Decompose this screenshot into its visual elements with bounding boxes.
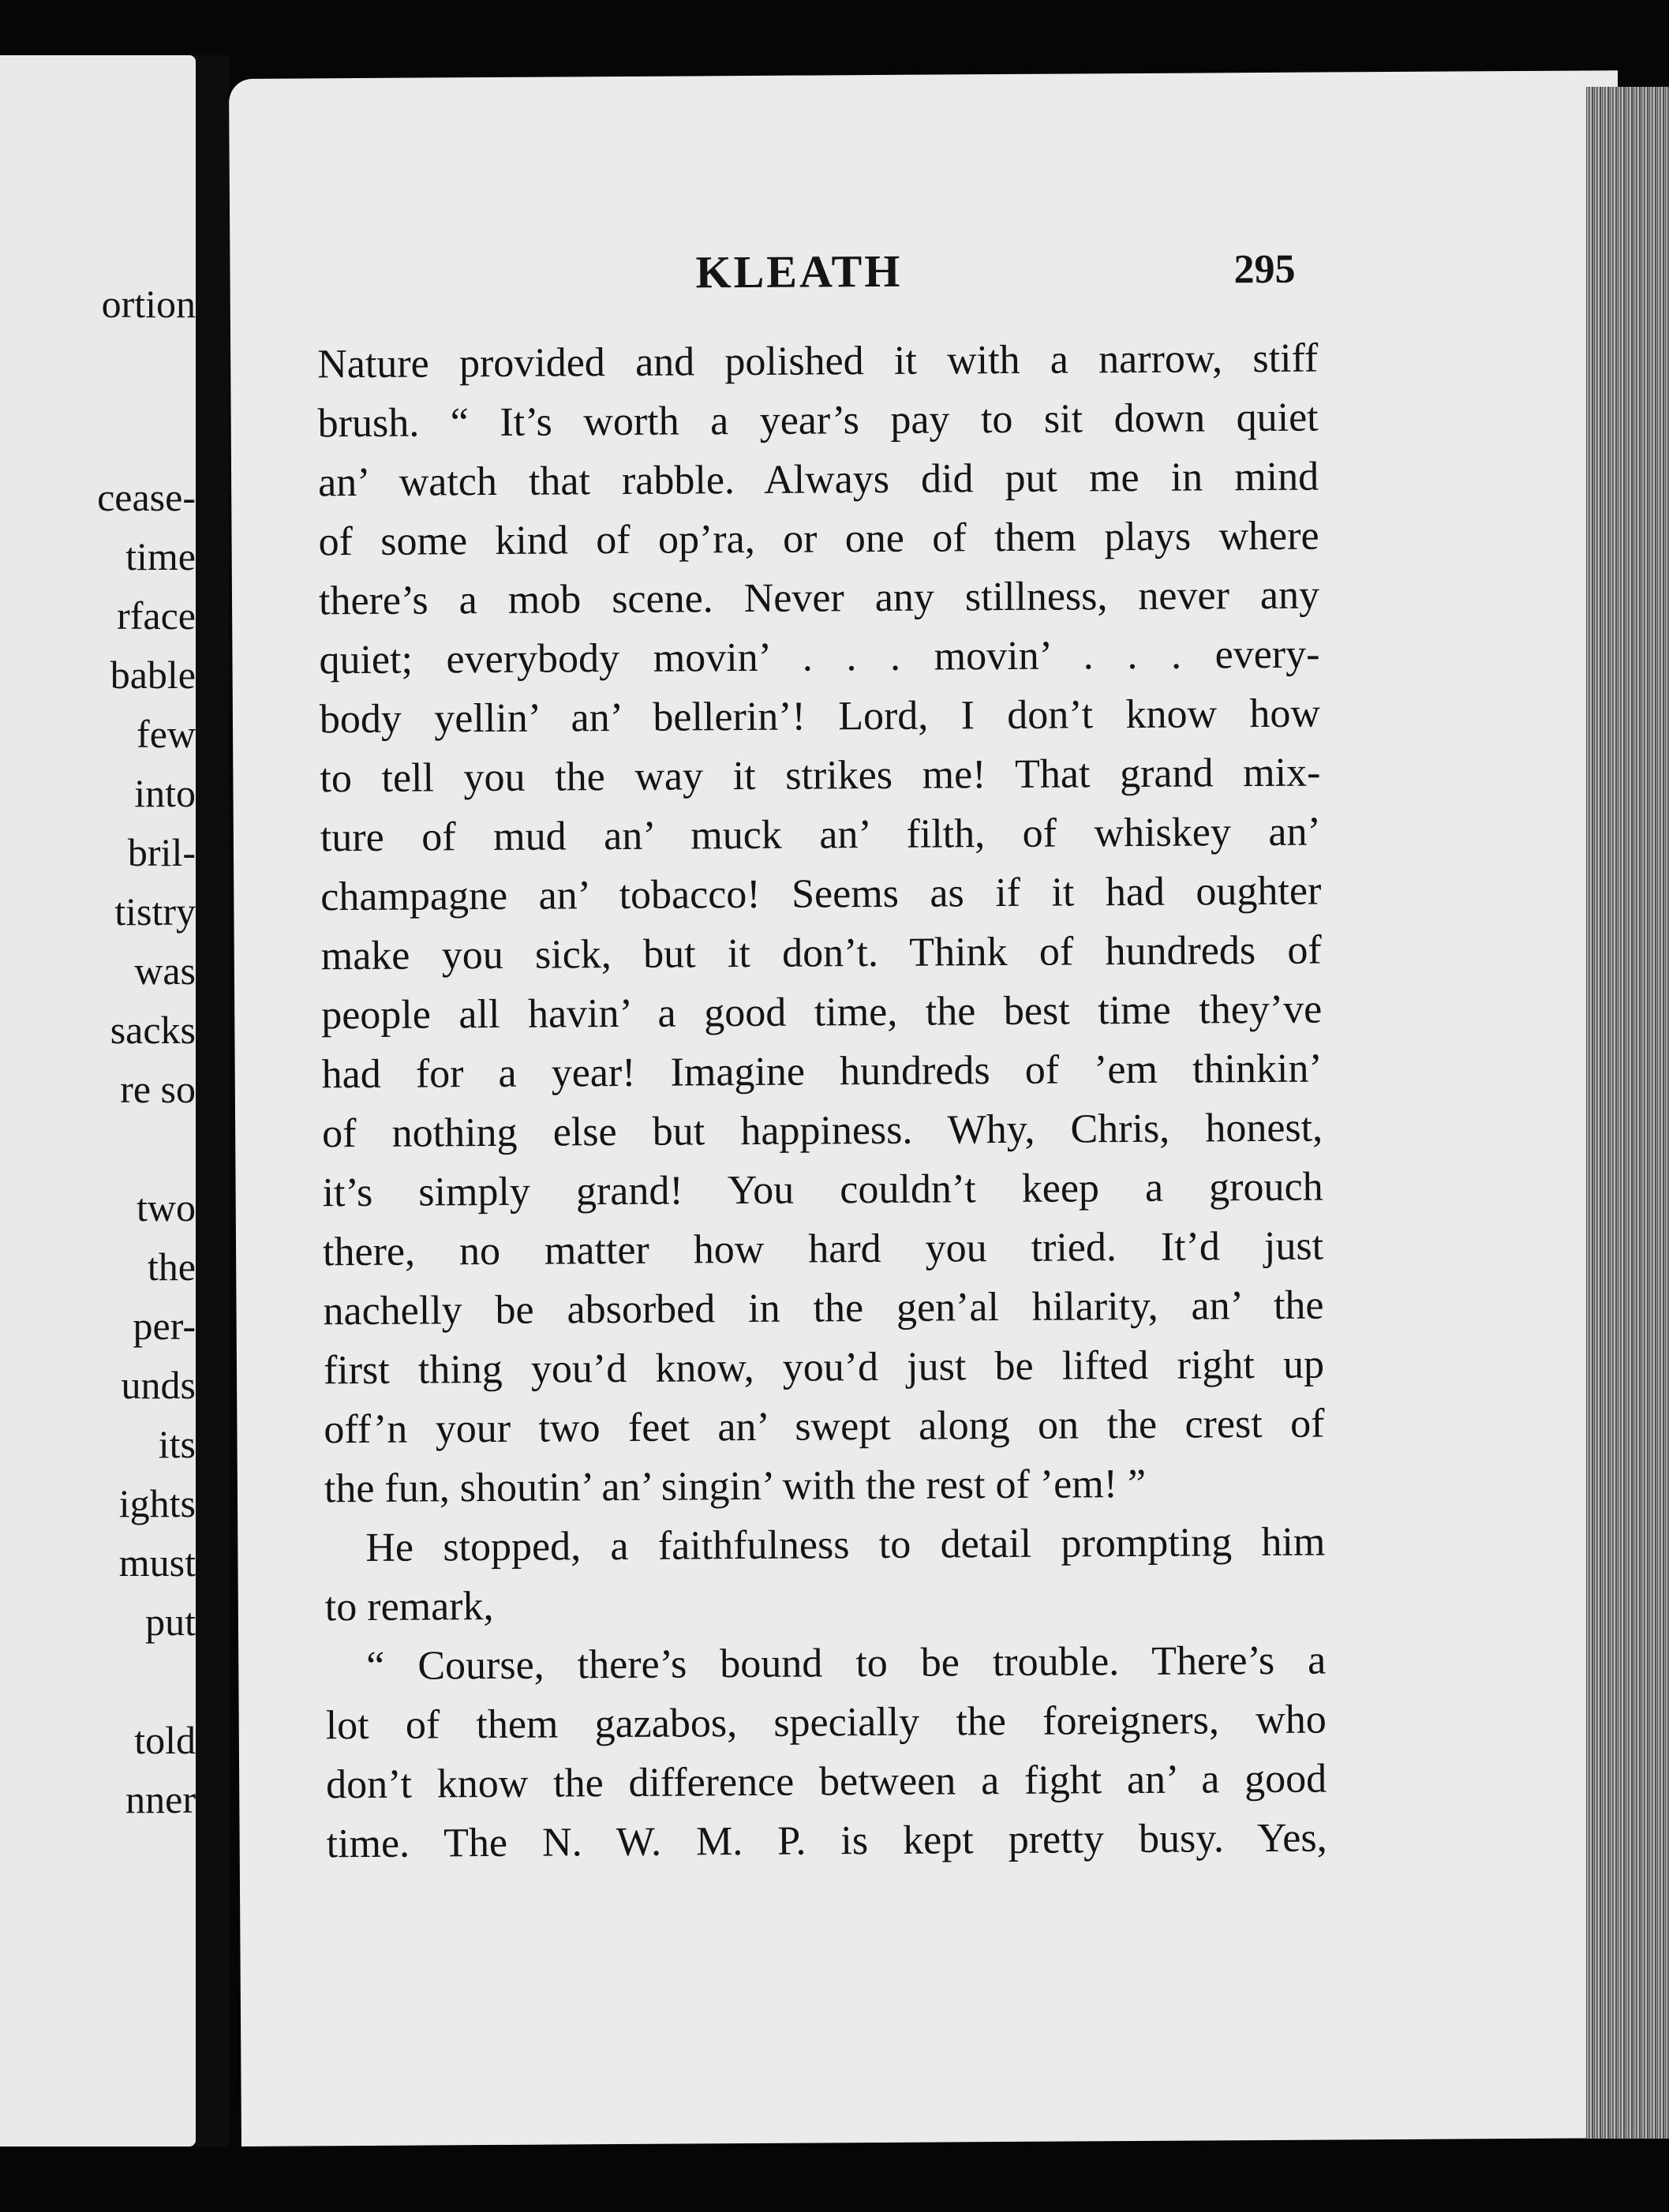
text-line: of some kind of op’ra, or one of them plays where — [318, 513, 1319, 565]
facing-page-line: put — [145, 1600, 196, 1644]
text-line: “ Course, there’s bound to be trouble. There’s a — [366, 1637, 1327, 1689]
body-text — [317, 329, 1327, 1874]
facing-page-line: tistry — [114, 889, 196, 934]
page-edges — [1586, 87, 1669, 2139]
text-line: time. The N. W. M. P. is kept pretty busy. Yes, — [326, 1815, 1327, 1867]
text-line: to remark, — [324, 1583, 494, 1630]
facing-page-line: ights — [118, 1481, 196, 1525]
facing-page-line: told — [134, 1718, 196, 1762]
text-line: the fun, shoutin’ an’ singin’ with the rest of ’em! ” — [324, 1461, 1147, 1512]
facing-page-line: per- — [133, 1304, 196, 1348]
text-line: first thing you’d know, you’d just be lifted right up — [323, 1342, 1325, 1394]
facing-page-line: time — [125, 534, 196, 578]
text-line: He stopped, a faithfulness to detail prompting him — [365, 1519, 1326, 1570]
facing-page-line: few — [137, 712, 196, 756]
facing-page-line: must — [118, 1540, 196, 1585]
facing-page-line: bable — [110, 653, 196, 697]
facing-page-line: rface — [117, 593, 196, 638]
facing-page-line: re so — [120, 1067, 196, 1111]
facing-page-line: cease- — [97, 475, 196, 519]
text-line: off’n your two feet an’ swept along on the crest of — [324, 1401, 1325, 1453]
text-line: an’ watch that rabble. Always did put me in mind — [317, 454, 1319, 506]
text-line: don’t know the difference between a fight an’ a good — [326, 1756, 1327, 1808]
text-line: people all havin’ a good time, the best time they’ve — [321, 986, 1323, 1039]
text-line: champagne an’ tobacco! Seems as if it had oughter — [320, 868, 1322, 920]
text-line: body yellin’ an’ bellerin’! Lord, I don’t know how — [319, 691, 1321, 743]
facing-page-line: bril- — [127, 830, 196, 874]
text-line: make you sick, but it don’t. Think of hundreds of — [320, 927, 1322, 979]
text-line: there, no matter how hard you tried. It’d just — [322, 1223, 1324, 1275]
facing-page-line: unds — [121, 1363, 196, 1407]
text-line: of nothing else but happiness. Why, Chris, honest, — [321, 1105, 1323, 1157]
facing-page-line: its — [158, 1422, 196, 1466]
text-line: lot of them gazabos, specially the foreigners, who — [325, 1697, 1327, 1749]
facing-page — [0, 55, 196, 2147]
facing-page-line: ortion — [101, 282, 196, 326]
text-line: it’s simply grand! You couldn’t keep a grouch — [322, 1164, 1323, 1216]
page-number: 295 — [1233, 246, 1296, 293]
facing-page-line: the — [147, 1244, 196, 1289]
book-gutter — [196, 55, 229, 2147]
facing-page-line: was — [134, 949, 196, 993]
main-page — [229, 70, 1630, 2147]
facing-page-line: two — [137, 1185, 196, 1230]
running-head: KLEATH — [695, 245, 903, 298]
facing-page-line: nner — [125, 1777, 196, 1821]
text-line: there’s a mob scene. Never any stillness, never any — [318, 572, 1320, 624]
facing-page-line: sacks — [110, 1008, 196, 1052]
text-line: had for a year! Imagine hundreds of ’em thinkin’ — [321, 1046, 1323, 1098]
text-line: Nature provided and polished it with a narrow, stiff — [317, 335, 1319, 387]
text-line: to tell you the way it strikes me! That grand mix- — [320, 750, 1321, 802]
text-line: brush. “ It’s worth a year’s pay to sit down quiet — [317, 395, 1319, 447]
text-line: quiet; everybody movin’ . . . movin’ . . . every- — [319, 631, 1320, 683]
facing-page-line: into — [134, 771, 196, 815]
text-line: nachelly be absorbed in the gen’al hilarity, an’ the — [323, 1282, 1324, 1334]
text-line: ture of mud an’ muck an’ filth, of whiskey an’ — [320, 809, 1322, 861]
